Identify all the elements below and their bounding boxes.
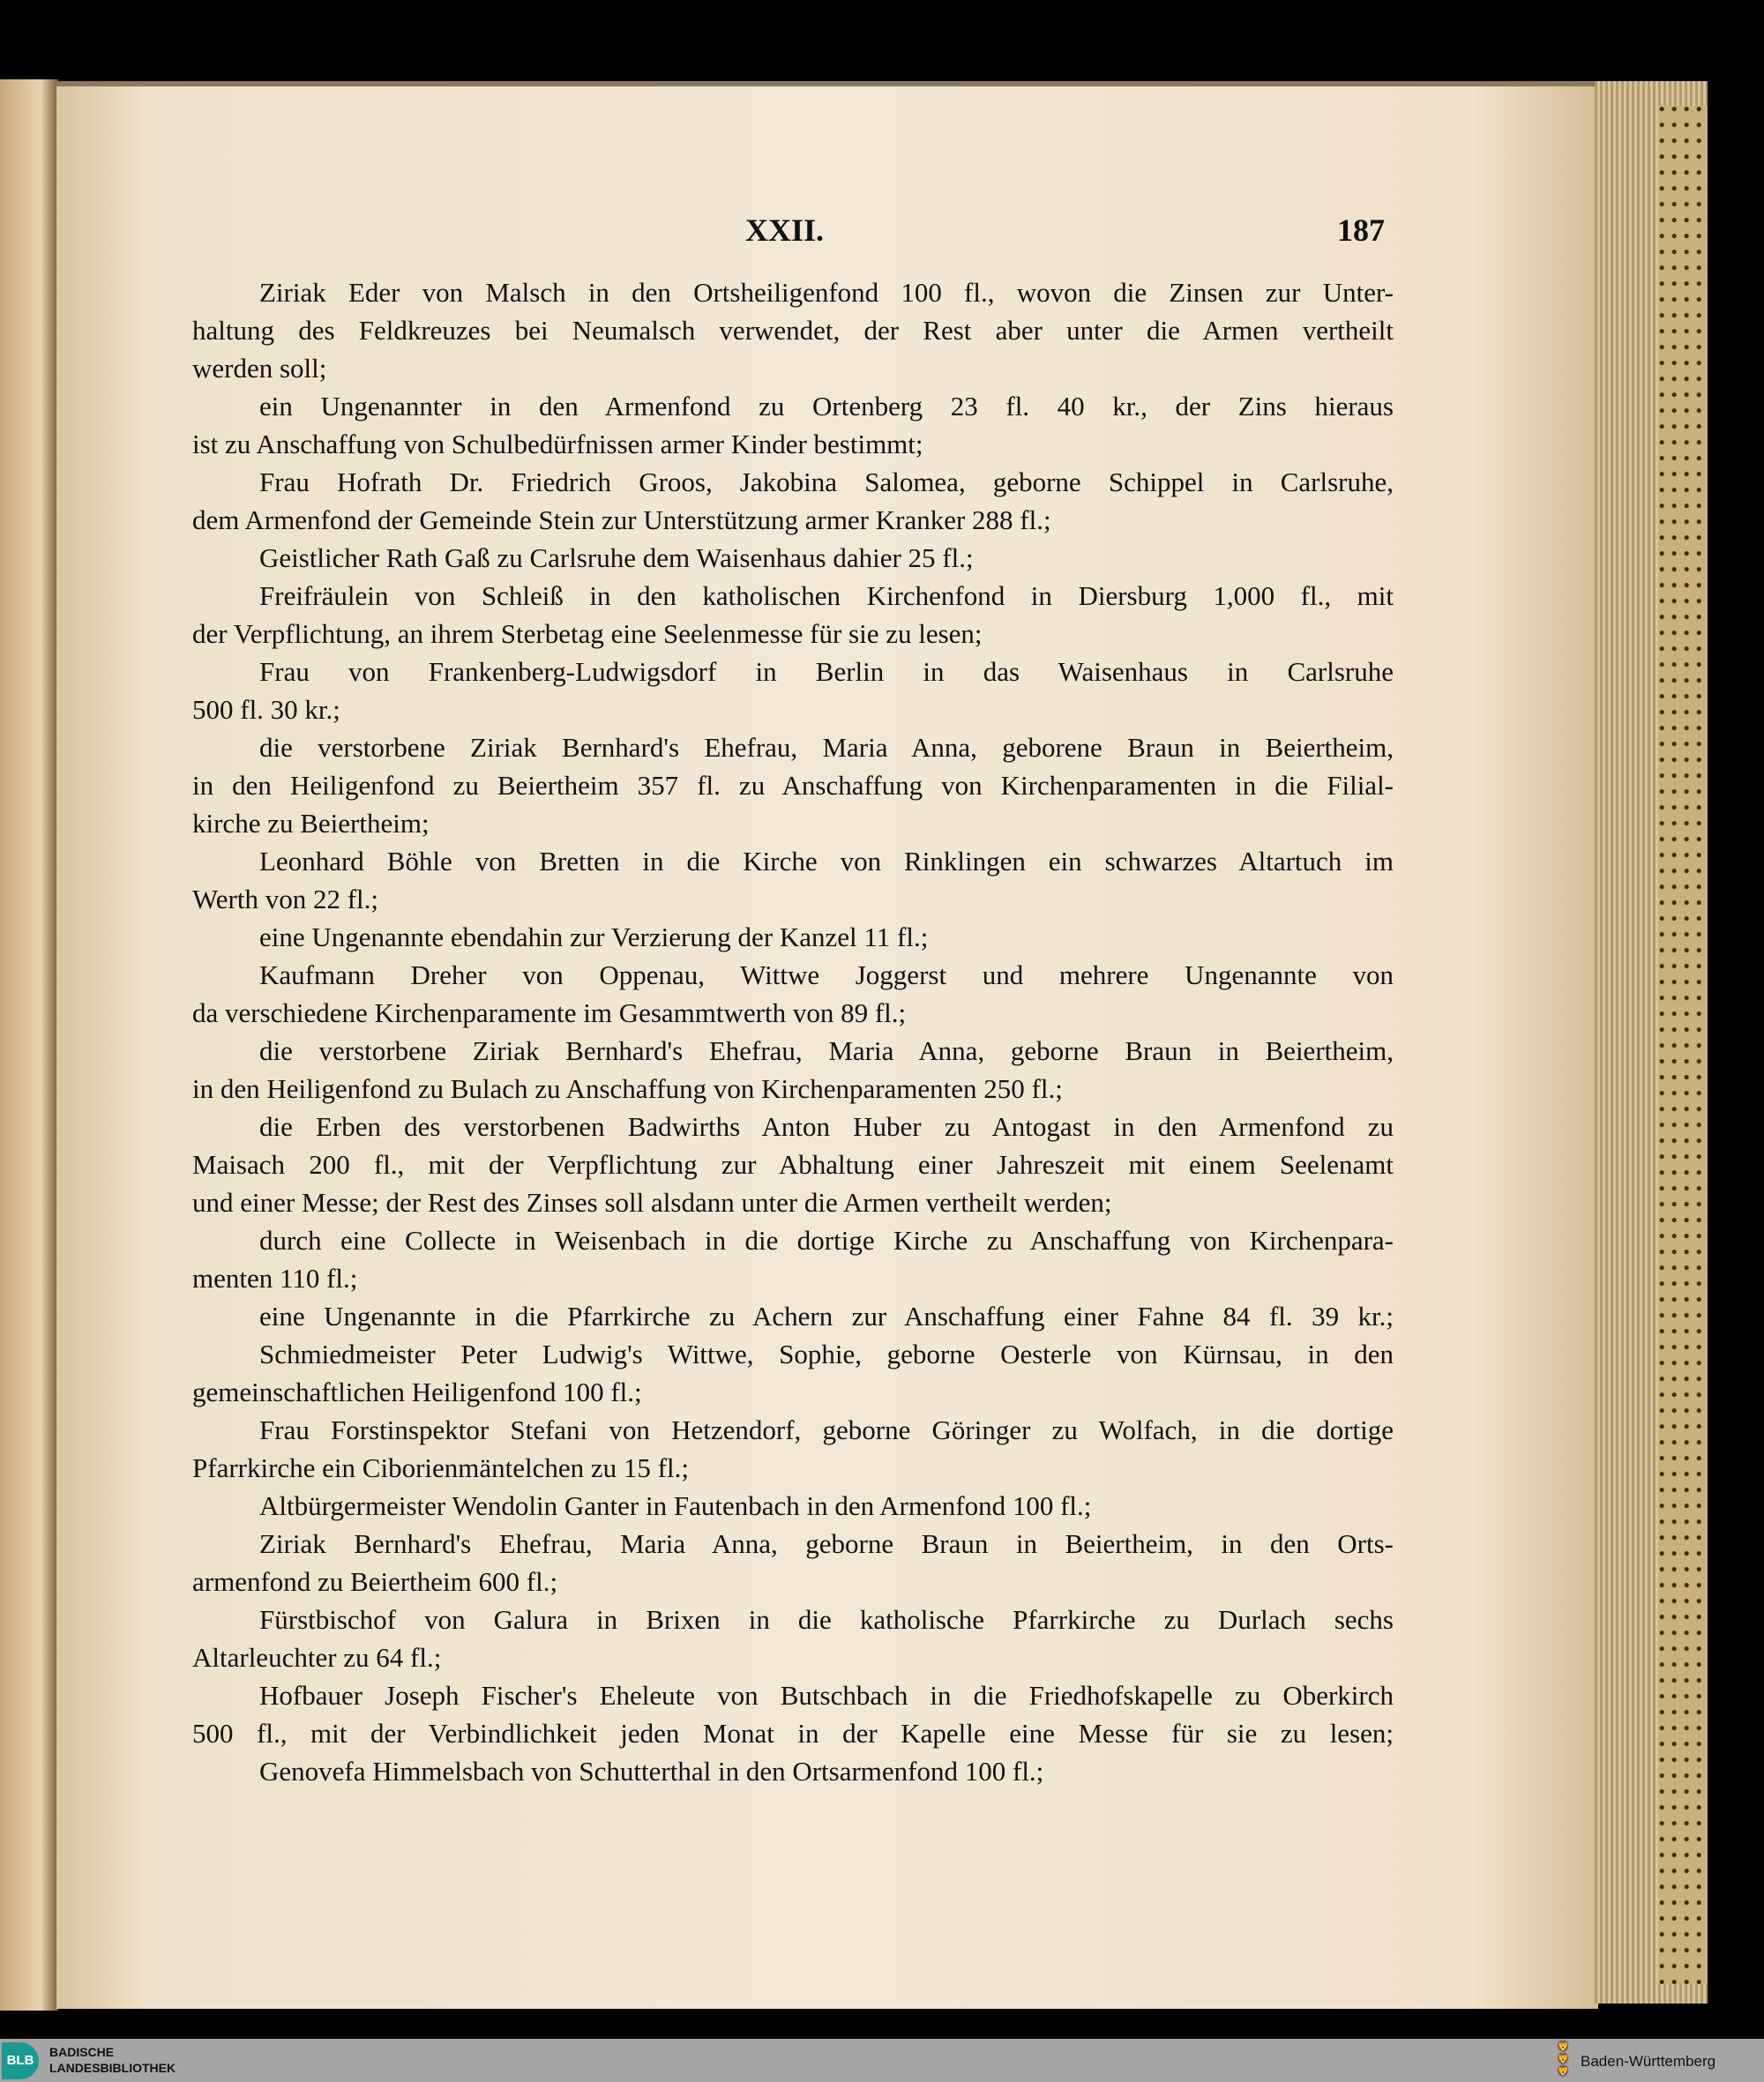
text-line: Frau von Frankenberg-Ludwigsdorf in Berlin in das Waisenhaus in Carlsruhe xyxy=(259,656,1394,687)
text-line: Fürstbischof von Galura in Brixen in die katholische Pfarrkirche zu Durlach sechs xyxy=(259,1604,1394,1635)
library-name xyxy=(49,2044,176,2076)
text-line: Kaufmann Dreher von Oppenau, Wittwe Joggerst und mehrere Ungenannte von xyxy=(259,959,1394,990)
text-line: Leonhard Böhle von Bretten in die Kirche von Rinklingen ein schwarzes Altartuch im xyxy=(259,846,1394,877)
text-line: Altarleuchter zu 64 fl.; xyxy=(192,1642,442,1673)
library-name-line-1: BADISCHE xyxy=(49,2045,115,2059)
text-line: eine Ungenannte in die Pfarrkirche zu Achern zur Anschaffung einer Fahne 84 fl. 39 kr.; xyxy=(259,1301,1394,1332)
text-line: da verschiedene Kirchenparamente im Gesammtwerth von 89 fl.; xyxy=(192,997,907,1028)
text-line: Geistlicher Rath Gaß zu Carlsruhe dem Waisenhaus dahier 25 fl.; xyxy=(259,542,974,573)
text-line: kirche zu Beiertheim; xyxy=(192,808,430,839)
text-line: ist zu Anschaffung von Schulbedürfnissen armer Kinder bestimmt; xyxy=(192,429,923,459)
text-line: Frau Forstinspektor Stefani von Hetzendorf, geborne Göringer zu Wolfach, in die dortige xyxy=(259,1414,1394,1445)
text-line: Maisach 200 fl., mit der Verpflichtung zur Abhaltung einer Jahreszeit mit einem Seelenamt xyxy=(192,1149,1394,1180)
library-name-line-2: LANDESBIBLIOTHEK xyxy=(49,2061,176,2075)
blb-logo[interactable]: BLB xyxy=(2,2042,39,2079)
lions-coat-of-arms-icon: 🦁 🦁 🦁 xyxy=(1556,2040,1571,2078)
text-line: haltung des Feldkreuzes bei Neumalsch verwendet, der Rest aber unter die Armen vertheilt xyxy=(192,315,1394,346)
text-line: Hofbauer Joseph Fischer's Eheleute von Butschbach in die Friedhofskapelle zu Oberkirch xyxy=(259,1680,1394,1711)
page-number: 187 xyxy=(1337,213,1385,248)
text-line: die Erben des verstorbenen Badwirths Anton Huber zu Antogast in den Armenfond zu xyxy=(259,1111,1394,1142)
text-line: menten 110 fl.; xyxy=(192,1263,358,1294)
text-line: eine Ungenannte ebendahin zur Verzierung der Kanzel 11 fl.; xyxy=(259,922,929,952)
text-line: durch eine Collecte in Weisenbach in die dortige Kirche zu Anschaffung von Kirchenpara- xyxy=(259,1225,1394,1256)
text-line: gemeinschaftlichen Heiligenfond 100 fl.; xyxy=(192,1377,642,1407)
text-line: Ziriak Eder von Malsch in den Ortsheiligenfond 100 fl., wovon die Zinsen zur Unter- xyxy=(259,277,1394,308)
left-page-edge xyxy=(0,79,58,2011)
text-line: der Verpflichtung, an ihrem Sterbetag eine Seelenmesse für sie zu lesen; xyxy=(192,618,983,649)
text-line: armenfond zu Beiertheim 600 fl.; xyxy=(192,1566,558,1597)
text-line: 500 fl., mit der Verbindlichkeit jeden Monat in der Kapelle eine Messe für sie zu lesen; xyxy=(192,1718,1394,1749)
text-line: die verstorbene Ziriak Bernhard's Ehefrau, Maria Anna, geborne Braun in Beiertheim, xyxy=(259,1035,1394,1066)
text-line: Schmiedmeister Peter Ludwig's Wittwe, Sophie, geborne Oesterle von Kürnsau, in den xyxy=(259,1339,1394,1369)
text-line: Altbürgermeister Wendolin Ganter in Fautenbach in den Armenfond 100 fl.; xyxy=(259,1490,1092,1521)
text-line: Genovefa Himmelsbach von Schutterthal in den Ortsarmenfond 100 fl.; xyxy=(259,1756,1044,1787)
text-line: Werth von 22 fl.; xyxy=(192,884,379,914)
text-line: Ziriak Bernhard's Ehefrau, Maria Anna, geborne Braun in Beiertheim, in den Orts- xyxy=(259,1528,1394,1559)
chapter-heading: XXII. xyxy=(745,213,825,248)
text-line: in den Heiligenfond zu Beiertheim 357 fl. zu Anschaffung von Kirchenparamenten in die Filial- xyxy=(192,770,1394,801)
text-line: werden soll; xyxy=(192,353,327,384)
state-label: Baden-Württemberg xyxy=(1581,2053,1716,2070)
text-line: dem Armenfond der Gemeinde Stein zur Unterstützung armer Kranker 288 fl.; xyxy=(192,504,1051,535)
text-line: Pfarrkirche ein Ciborienmäntelchen zu 15 fl.; xyxy=(192,1452,689,1483)
viewer-footer xyxy=(0,2039,1764,2082)
page-text xyxy=(192,273,1394,1790)
text-line: in den Heiligenfond zu Bulach zu Anschaffung von Kirchenparamenten 250 fl.; xyxy=(192,1073,1063,1104)
book-cover xyxy=(1658,106,1708,1984)
text-line: und einer Messe; der Rest des Zinses soll alsdann unter die Armen vertheilt werden; xyxy=(192,1187,1112,1218)
text-line: Freifräulein von Schleiß in den katholischen Kirchenfond in Diersburg 1,000 fl., mit xyxy=(259,580,1394,611)
text-line: Frau Hofrath Dr. Friedrich Groos, Jakobina Salomea, geborne Schippel in Carlsruhe, xyxy=(259,466,1394,497)
text-line: die verstorbene Ziriak Bernhard's Ehefrau, Maria Anna, geborene Braun in Beiertheim, xyxy=(259,732,1394,763)
text-line: ein Ungenannter in den Armenfond zu Ortenberg 23 fl. 40 kr., der Zins hieraus xyxy=(259,391,1394,422)
text-line: 500 fl. 30 kr.; xyxy=(192,694,340,725)
